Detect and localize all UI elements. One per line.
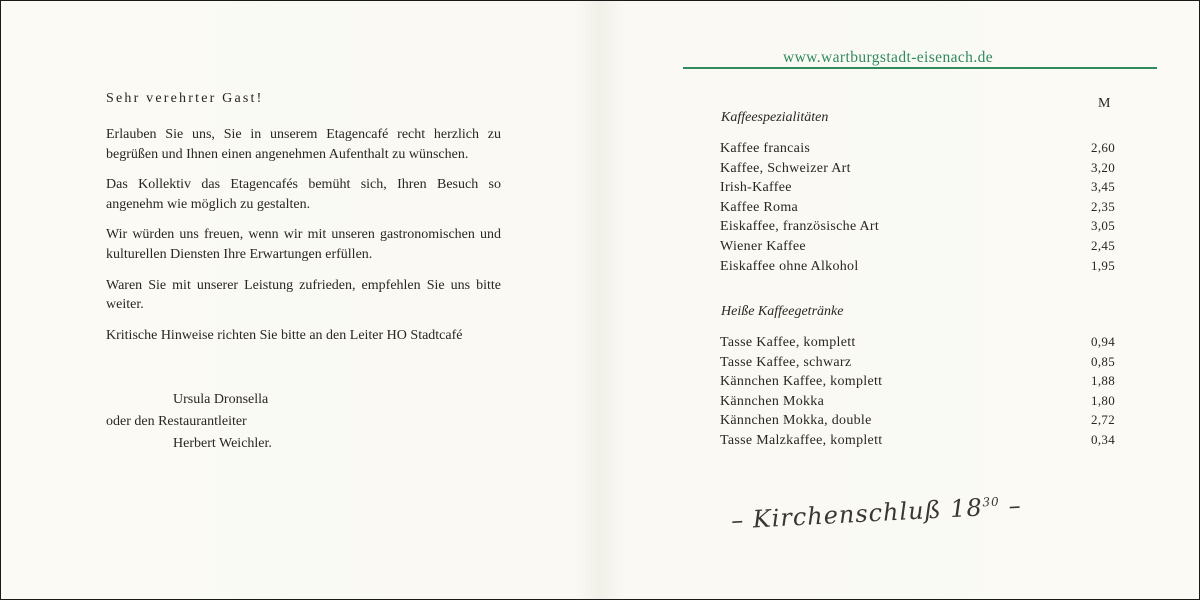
menu-item-price: 2,60 (1091, 140, 1115, 155)
greeting-heading: Sehr verehrter Gast! (106, 91, 264, 106)
handwritten-note-superscript: 30 (982, 494, 1001, 510)
menu-item (720, 432, 1115, 452)
paragraph: Waren Sie mit unserer Leistung zufrieden, empfehlen Sie uns bitte weiter. (106, 277, 501, 313)
signature-name-2: Herbert Weichler. (173, 436, 272, 451)
paragraph: Erlauben Sie uns, Sie in unserem Etagencafé recht herzlich zu begrüßen und Ihnen einen angenehmen Aufenthalt zu wünschen. (106, 127, 501, 162)
left-page (1, 1, 599, 599)
menu-item-name: Kaffee francais (720, 141, 811, 156)
menu-item-name: Kaffee Roma (720, 199, 799, 215)
currency-header: M (1098, 96, 1111, 111)
menu-item-name: Kännchen Kaffee, komplett (720, 374, 883, 390)
menu-item (720, 412, 1115, 432)
menu-item (720, 199, 1115, 219)
menu-list-hot-drinks (720, 334, 1115, 452)
menu-item-name: Tasse Malzkaffee, komplett (720, 432, 883, 448)
signature-name-1: Ursula Dronsella (173, 392, 269, 407)
menu-list-specialties (720, 140, 1115, 277)
menu-item-price: 1,88 (1091, 373, 1115, 389)
menu-item (720, 334, 1115, 354)
menu-item (720, 179, 1115, 199)
menu-item (720, 354, 1115, 374)
menu-item-price: 0,94 (1091, 334, 1115, 349)
menu-item (720, 140, 1115, 160)
menu-item-name: Eiskaffee, französische Art (720, 219, 880, 235)
website-url: www.wartburgstadt-eisenach.de (783, 49, 994, 66)
menu-item-price: 1,80 (1091, 392, 1115, 408)
menu-item-name: Tasse Kaffee, komplett (720, 335, 856, 350)
menu-item-name: Irish-Kaffee (720, 180, 792, 196)
section-title-hot-drinks: Heiße Kaffeegetränke (721, 304, 844, 319)
header-rule (683, 67, 1157, 69)
menu-item-name: Kaffee, Schweizer Art (720, 160, 851, 176)
menu-item-name: Tasse Kaffee, schwarz (720, 354, 852, 370)
menu-item-price: 2,35 (1091, 198, 1115, 214)
menu-item-name: Eiskaffee ohne Alkohol (720, 258, 859, 274)
menu-item (720, 160, 1115, 180)
menu-item-price: 3,05 (1091, 218, 1115, 234)
menu-item-price: 2,72 (1091, 412, 1115, 428)
menu-item-name: Kännchen Mokka (720, 393, 825, 409)
section-title-specialties: Kaffeespezialitäten (721, 110, 829, 125)
menu-item (720, 258, 1115, 278)
menu-item-price: 3,45 (1091, 179, 1115, 195)
menu-item-price: 2,45 (1091, 237, 1115, 253)
menu-item-price: 0,85 (1091, 353, 1115, 369)
signature-connector: oder den Restaurantleiter (106, 414, 247, 429)
menu-item (720, 373, 1115, 393)
handwritten-note-suffix: – (999, 491, 1023, 521)
menu-item-price: 0,34 (1091, 431, 1115, 447)
menu-item-price: 1,95 (1091, 257, 1115, 273)
menu-item-name: Kännchen Mokka, double (720, 413, 872, 429)
paragraph: Kritische Hinweise richten Sie bitte an den Leiter HO Stadtcafé (106, 327, 463, 343)
menu-item-name: Wiener Kaffee (720, 238, 806, 254)
menu-item (720, 238, 1115, 258)
paragraph: Wir würden uns freuen, wenn wir mit unseren gastronomischen und kulturellen Diensten Ihre Erwartungen erfüllen. (106, 227, 501, 262)
welcome-text (106, 125, 501, 356)
paragraph: Das Kollektiv das Etagencafés bemüht sich, Ihren Besuch so angenehm wie möglich zu gestalten. (106, 177, 501, 212)
menu-item (720, 218, 1115, 238)
menu-item-price: 3,20 (1091, 159, 1115, 175)
handwritten-note (730, 491, 1022, 534)
menu-item (720, 393, 1115, 413)
right-page (601, 1, 1199, 599)
handwritten-note-text: – Kirchenschluß 18 (730, 493, 984, 535)
signature-block (106, 389, 272, 455)
